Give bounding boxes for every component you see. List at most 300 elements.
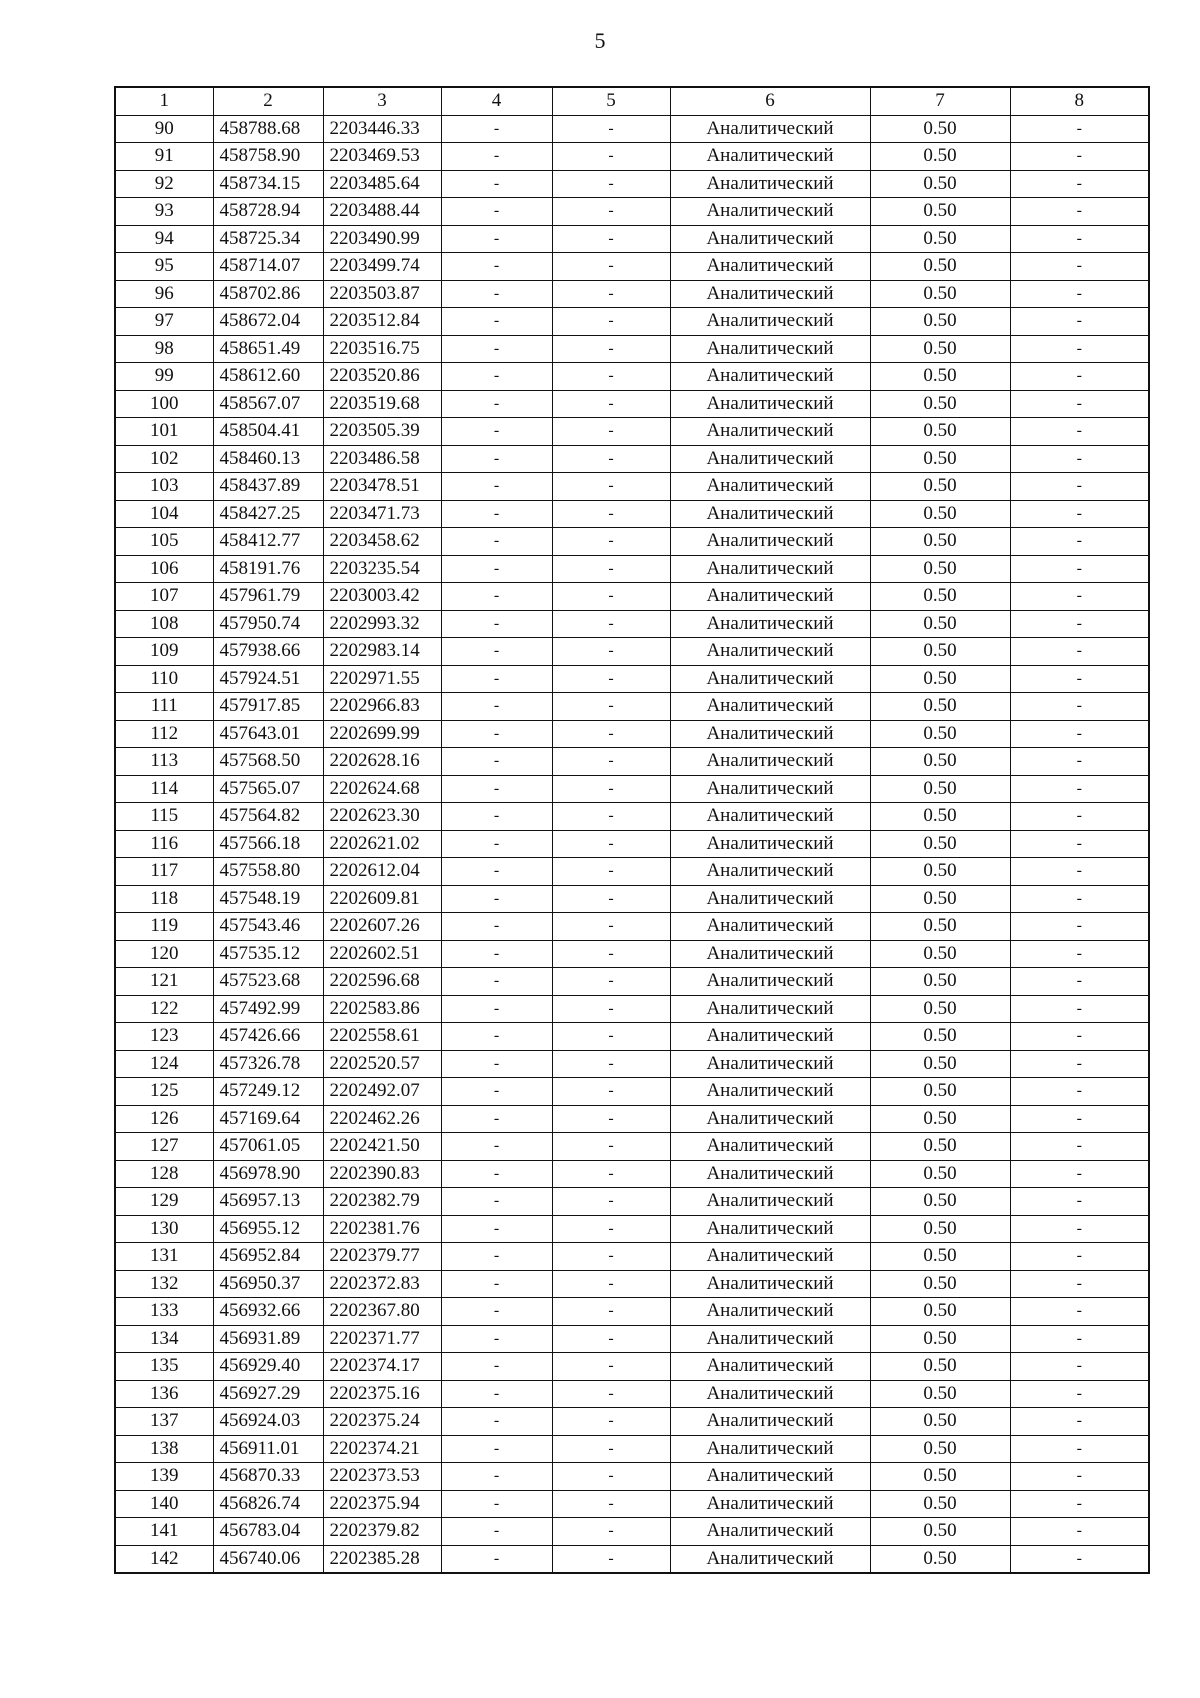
point-number-cell: 140 xyxy=(115,1490,213,1518)
column-8-cell: - xyxy=(1010,528,1149,556)
column-header-6: 6 xyxy=(670,87,870,115)
x-coordinate-cell: 457938.66 xyxy=(213,638,323,666)
x-coordinate-cell: 457535.12 xyxy=(213,940,323,968)
column-4-cell: - xyxy=(441,1325,552,1353)
point-number-cell: 114 xyxy=(115,775,213,803)
accuracy-cell: 0.50 xyxy=(870,748,1010,776)
column-4-cell: - xyxy=(441,1298,552,1326)
point-number-cell: 110 xyxy=(115,665,213,693)
column-4-cell: - xyxy=(441,143,552,171)
point-number-cell: 100 xyxy=(115,390,213,418)
table-row xyxy=(115,1325,1149,1353)
point-number-cell: 92 xyxy=(115,170,213,198)
point-number-cell: 109 xyxy=(115,638,213,666)
column-4-cell: - xyxy=(441,720,552,748)
point-number-cell: 125 xyxy=(115,1078,213,1106)
table-row xyxy=(115,1408,1149,1436)
column-4-cell: - xyxy=(441,665,552,693)
y-coordinate-cell: 2202596.68 xyxy=(323,968,441,996)
y-coordinate-cell: 2202374.21 xyxy=(323,1435,441,1463)
method-cell: Аналитический xyxy=(670,1078,870,1106)
column-8-cell: - xyxy=(1010,335,1149,363)
accuracy-cell: 0.50 xyxy=(870,225,1010,253)
method-cell: Аналитический xyxy=(670,638,870,666)
table-row xyxy=(115,473,1149,501)
point-number-cell: 139 xyxy=(115,1463,213,1491)
table-row xyxy=(115,1023,1149,1051)
column-8-cell: - xyxy=(1010,390,1149,418)
table-row xyxy=(115,1215,1149,1243)
point-number-cell: 118 xyxy=(115,885,213,913)
column-4-cell: - xyxy=(441,913,552,941)
y-coordinate-cell: 2202558.61 xyxy=(323,1023,441,1051)
point-number-cell: 105 xyxy=(115,528,213,556)
accuracy-cell: 0.50 xyxy=(870,995,1010,1023)
method-cell: Аналитический xyxy=(670,418,870,446)
column-8-cell: - xyxy=(1010,1050,1149,1078)
point-number-cell: 99 xyxy=(115,363,213,391)
column-header-1: 1 xyxy=(115,87,213,115)
y-coordinate-cell: 2202624.68 xyxy=(323,775,441,803)
table-row xyxy=(115,995,1149,1023)
column-4-cell: - xyxy=(441,830,552,858)
method-cell: Аналитический xyxy=(670,1160,870,1188)
column-4-cell: - xyxy=(441,940,552,968)
accuracy-cell: 0.50 xyxy=(870,418,1010,446)
point-number-cell: 93 xyxy=(115,198,213,226)
method-cell: Аналитический xyxy=(670,1298,870,1326)
accuracy-cell: 0.50 xyxy=(870,253,1010,281)
point-number-cell: 132 xyxy=(115,1270,213,1298)
method-cell: Аналитический xyxy=(670,748,870,776)
y-coordinate-cell: 2202367.80 xyxy=(323,1298,441,1326)
column-8-cell: - xyxy=(1010,913,1149,941)
point-number-cell: 94 xyxy=(115,225,213,253)
table-row xyxy=(115,555,1149,583)
column-5-cell: - xyxy=(552,1078,670,1106)
point-number-cell: 128 xyxy=(115,1160,213,1188)
accuracy-cell: 0.50 xyxy=(870,968,1010,996)
column-header-5: 5 xyxy=(552,87,670,115)
method-cell: Аналитический xyxy=(670,1215,870,1243)
column-4-cell: - xyxy=(441,583,552,611)
y-coordinate-cell: 2202381.76 xyxy=(323,1215,441,1243)
column-8-cell: - xyxy=(1010,748,1149,776)
y-coordinate-cell: 2202602.51 xyxy=(323,940,441,968)
column-5-cell: - xyxy=(552,1325,670,1353)
point-number-cell: 136 xyxy=(115,1380,213,1408)
method-cell: Аналитический xyxy=(670,1050,870,1078)
table-row xyxy=(115,638,1149,666)
column-8-cell: - xyxy=(1010,253,1149,281)
x-coordinate-cell: 458427.25 xyxy=(213,500,323,528)
column-8-cell: - xyxy=(1010,775,1149,803)
column-8-cell: - xyxy=(1010,1078,1149,1106)
y-coordinate-cell: 2202623.30 xyxy=(323,803,441,831)
method-cell: Аналитический xyxy=(670,143,870,171)
column-4-cell: - xyxy=(441,693,552,721)
y-coordinate-cell: 2203499.74 xyxy=(323,253,441,281)
column-5-cell: - xyxy=(552,693,670,721)
table-row xyxy=(115,803,1149,831)
point-number-cell: 129 xyxy=(115,1188,213,1216)
y-coordinate-cell: 2203503.87 xyxy=(323,280,441,308)
y-coordinate-cell: 2203520.86 xyxy=(323,363,441,391)
column-8-cell: - xyxy=(1010,418,1149,446)
method-cell: Аналитический xyxy=(670,1133,870,1161)
accuracy-cell: 0.50 xyxy=(870,1078,1010,1106)
table-row xyxy=(115,1380,1149,1408)
column-4-cell: - xyxy=(441,1545,552,1573)
accuracy-cell: 0.50 xyxy=(870,1325,1010,1353)
method-cell: Аналитический xyxy=(670,390,870,418)
x-coordinate-cell: 458651.49 xyxy=(213,335,323,363)
accuracy-cell: 0.50 xyxy=(870,638,1010,666)
table-row xyxy=(115,528,1149,556)
column-5-cell: - xyxy=(552,1463,670,1491)
point-number-cell: 101 xyxy=(115,418,213,446)
column-8-cell: - xyxy=(1010,308,1149,336)
accuracy-cell: 0.50 xyxy=(870,170,1010,198)
point-number-cell: 102 xyxy=(115,445,213,473)
table-row xyxy=(115,253,1149,281)
x-coordinate-cell: 457061.05 xyxy=(213,1133,323,1161)
point-number-cell: 121 xyxy=(115,968,213,996)
column-5-cell: - xyxy=(552,1160,670,1188)
column-4-cell: - xyxy=(441,1215,552,1243)
column-4-cell: - xyxy=(441,1160,552,1188)
table-row xyxy=(115,968,1149,996)
x-coordinate-cell: 456826.74 xyxy=(213,1490,323,1518)
column-8-cell: - xyxy=(1010,1408,1149,1436)
y-coordinate-cell: 2203490.99 xyxy=(323,225,441,253)
accuracy-cell: 0.50 xyxy=(870,1050,1010,1078)
column-5-cell: - xyxy=(552,1435,670,1463)
column-4-cell: - xyxy=(441,225,552,253)
method-cell: Аналитический xyxy=(670,1435,870,1463)
column-8-cell: - xyxy=(1010,1023,1149,1051)
column-4-cell: - xyxy=(441,1188,552,1216)
y-coordinate-cell: 2202699.99 xyxy=(323,720,441,748)
y-coordinate-cell: 2202609.81 xyxy=(323,885,441,913)
method-cell: Аналитический xyxy=(670,1188,870,1216)
table-row xyxy=(115,775,1149,803)
x-coordinate-cell: 456957.13 xyxy=(213,1188,323,1216)
x-coordinate-cell: 457924.51 xyxy=(213,665,323,693)
column-5-cell: - xyxy=(552,638,670,666)
column-4-cell: - xyxy=(441,445,552,473)
method-cell: Аналитический xyxy=(670,280,870,308)
column-4-cell: - xyxy=(441,1490,552,1518)
column-4-cell: - xyxy=(441,638,552,666)
y-coordinate-cell: 2203469.53 xyxy=(323,143,441,171)
point-number-cell: 137 xyxy=(115,1408,213,1436)
column-8-cell: - xyxy=(1010,665,1149,693)
column-5-cell: - xyxy=(552,335,670,363)
column-4-cell: - xyxy=(441,610,552,638)
x-coordinate-cell: 457566.18 xyxy=(213,830,323,858)
table-row xyxy=(115,363,1149,391)
column-4-cell: - xyxy=(441,1133,552,1161)
column-8-cell: - xyxy=(1010,858,1149,886)
y-coordinate-cell: 2202374.17 xyxy=(323,1353,441,1381)
accuracy-cell: 0.50 xyxy=(870,1243,1010,1271)
column-8-cell: - xyxy=(1010,143,1149,171)
column-8-cell: - xyxy=(1010,1490,1149,1518)
y-coordinate-cell: 2202628.16 xyxy=(323,748,441,776)
point-number-cell: 106 xyxy=(115,555,213,583)
accuracy-cell: 0.50 xyxy=(870,830,1010,858)
column-5-cell: - xyxy=(552,500,670,528)
column-8-cell: - xyxy=(1010,1105,1149,1133)
column-8-cell: - xyxy=(1010,1463,1149,1491)
table-row xyxy=(115,335,1149,363)
point-number-cell: 113 xyxy=(115,748,213,776)
column-5-cell: - xyxy=(552,610,670,638)
x-coordinate-cell: 456927.29 xyxy=(213,1380,323,1408)
point-number-cell: 124 xyxy=(115,1050,213,1078)
table-row xyxy=(115,610,1149,638)
method-cell: Аналитический xyxy=(670,1105,870,1133)
column-4-cell: - xyxy=(441,1105,552,1133)
table-row xyxy=(115,418,1149,446)
column-header-7: 7 xyxy=(870,87,1010,115)
method-cell: Аналитический xyxy=(670,885,870,913)
point-number-cell: 98 xyxy=(115,335,213,363)
column-4-cell: - xyxy=(441,775,552,803)
y-coordinate-cell: 2202520.57 xyxy=(323,1050,441,1078)
x-coordinate-cell: 458504.41 xyxy=(213,418,323,446)
table-row xyxy=(115,390,1149,418)
method-cell: Аналитический xyxy=(670,665,870,693)
x-coordinate-cell: 457543.46 xyxy=(213,913,323,941)
x-coordinate-cell: 458567.07 xyxy=(213,390,323,418)
point-number-cell: 96 xyxy=(115,280,213,308)
column-4-cell: - xyxy=(441,1050,552,1078)
column-5-cell: - xyxy=(552,390,670,418)
accuracy-cell: 0.50 xyxy=(870,803,1010,831)
point-number-cell: 126 xyxy=(115,1105,213,1133)
column-8-cell: - xyxy=(1010,968,1149,996)
method-cell: Аналитический xyxy=(670,528,870,556)
column-4-cell: - xyxy=(441,1408,552,1436)
column-4-cell: - xyxy=(441,170,552,198)
table-row xyxy=(115,1270,1149,1298)
column-4-cell: - xyxy=(441,390,552,418)
column-8-cell: - xyxy=(1010,830,1149,858)
method-cell: Аналитический xyxy=(670,445,870,473)
column-8-cell: - xyxy=(1010,445,1149,473)
column-4-cell: - xyxy=(441,748,552,776)
method-cell: Аналитический xyxy=(670,720,870,748)
x-coordinate-cell: 457426.66 xyxy=(213,1023,323,1051)
x-coordinate-cell: 457492.99 xyxy=(213,995,323,1023)
x-coordinate-cell: 457523.68 xyxy=(213,968,323,996)
method-cell: Аналитический xyxy=(670,803,870,831)
method-cell: Аналитический xyxy=(670,1243,870,1271)
point-number-cell: 108 xyxy=(115,610,213,638)
point-number-cell: 122 xyxy=(115,995,213,1023)
table-row xyxy=(115,1160,1149,1188)
accuracy-cell: 0.50 xyxy=(870,693,1010,721)
column-8-cell: - xyxy=(1010,1298,1149,1326)
x-coordinate-cell: 458612.60 xyxy=(213,363,323,391)
column-4-cell: - xyxy=(441,280,552,308)
point-number-cell: 115 xyxy=(115,803,213,831)
accuracy-cell: 0.50 xyxy=(870,280,1010,308)
column-4-cell: - xyxy=(441,858,552,886)
method-cell: Аналитический xyxy=(670,335,870,363)
column-5-cell: - xyxy=(552,143,670,171)
y-coordinate-cell: 2202385.28 xyxy=(323,1545,441,1573)
column-8-cell: - xyxy=(1010,803,1149,831)
y-coordinate-cell: 2202462.26 xyxy=(323,1105,441,1133)
column-header-8: 8 xyxy=(1010,87,1149,115)
y-coordinate-cell: 2202966.83 xyxy=(323,693,441,721)
column-4-cell: - xyxy=(441,885,552,913)
table-row xyxy=(115,858,1149,886)
method-cell: Аналитический xyxy=(670,198,870,226)
table-row xyxy=(115,1133,1149,1161)
accuracy-cell: 0.50 xyxy=(870,1023,1010,1051)
method-cell: Аналитический xyxy=(670,858,870,886)
accuracy-cell: 0.50 xyxy=(870,775,1010,803)
accuracy-cell: 0.50 xyxy=(870,720,1010,748)
table-row xyxy=(115,583,1149,611)
column-4-cell: - xyxy=(441,968,552,996)
column-4-cell: - xyxy=(441,253,552,281)
point-number-cell: 123 xyxy=(115,1023,213,1051)
column-5-cell: - xyxy=(552,473,670,501)
y-coordinate-cell: 2203458.62 xyxy=(323,528,441,556)
accuracy-cell: 0.50 xyxy=(870,308,1010,336)
table-row xyxy=(115,720,1149,748)
table-row xyxy=(115,1353,1149,1381)
y-coordinate-cell: 2202621.02 xyxy=(323,830,441,858)
x-coordinate-cell: 457249.12 xyxy=(213,1078,323,1106)
column-header-3: 3 xyxy=(323,87,441,115)
column-4-cell: - xyxy=(441,308,552,336)
table-row xyxy=(115,913,1149,941)
method-cell: Аналитический xyxy=(670,473,870,501)
accuracy-cell: 0.50 xyxy=(870,1160,1010,1188)
x-coordinate-cell: 458734.15 xyxy=(213,170,323,198)
column-8-cell: - xyxy=(1010,198,1149,226)
x-coordinate-cell: 457568.50 xyxy=(213,748,323,776)
y-coordinate-cell: 2203505.39 xyxy=(323,418,441,446)
x-coordinate-cell: 458728.94 xyxy=(213,198,323,226)
accuracy-cell: 0.50 xyxy=(870,1215,1010,1243)
x-coordinate-cell: 458437.89 xyxy=(213,473,323,501)
accuracy-cell: 0.50 xyxy=(870,335,1010,363)
column-header-4: 4 xyxy=(441,87,552,115)
column-5-cell: - xyxy=(552,830,670,858)
column-5-cell: - xyxy=(552,280,670,308)
y-coordinate-cell: 2203446.33 xyxy=(323,115,441,143)
column-5-cell: - xyxy=(552,748,670,776)
column-4-cell: - xyxy=(441,363,552,391)
accuracy-cell: 0.50 xyxy=(870,885,1010,913)
method-cell: Аналитический xyxy=(670,940,870,968)
method-cell: Аналитический xyxy=(670,1518,870,1546)
method-cell: Аналитический xyxy=(670,1270,870,1298)
column-8-cell: - xyxy=(1010,885,1149,913)
column-5-cell: - xyxy=(552,858,670,886)
column-5-cell: - xyxy=(552,115,670,143)
column-5-cell: - xyxy=(552,170,670,198)
column-8-cell: - xyxy=(1010,473,1149,501)
column-5-cell: - xyxy=(552,1215,670,1243)
y-coordinate-cell: 2203003.42 xyxy=(323,583,441,611)
column-8-cell: - xyxy=(1010,555,1149,583)
y-coordinate-cell: 2202983.14 xyxy=(323,638,441,666)
x-coordinate-cell: 456978.90 xyxy=(213,1160,323,1188)
method-cell: Аналитический xyxy=(670,1545,870,1573)
column-5-cell: - xyxy=(552,665,670,693)
y-coordinate-cell: 2203488.44 xyxy=(323,198,441,226)
accuracy-cell: 0.50 xyxy=(870,1188,1010,1216)
point-number-cell: 135 xyxy=(115,1353,213,1381)
accuracy-cell: 0.50 xyxy=(870,500,1010,528)
accuracy-cell: 0.50 xyxy=(870,555,1010,583)
accuracy-cell: 0.50 xyxy=(870,1408,1010,1436)
point-number-cell: 103 xyxy=(115,473,213,501)
method-cell: Аналитический xyxy=(670,253,870,281)
column-4-cell: - xyxy=(441,1023,552,1051)
y-coordinate-cell: 2202612.04 xyxy=(323,858,441,886)
y-coordinate-cell: 2202583.86 xyxy=(323,995,441,1023)
table-row xyxy=(115,1243,1149,1271)
column-5-cell: - xyxy=(552,1133,670,1161)
accuracy-cell: 0.50 xyxy=(870,940,1010,968)
column-8-cell: - xyxy=(1010,693,1149,721)
table-body xyxy=(115,115,1149,1573)
x-coordinate-cell: 458191.76 xyxy=(213,555,323,583)
x-coordinate-cell: 458758.90 xyxy=(213,143,323,171)
method-cell: Аналитический xyxy=(670,555,870,583)
column-5-cell: - xyxy=(552,1545,670,1573)
column-4-cell: - xyxy=(441,1270,552,1298)
x-coordinate-cell: 456932.66 xyxy=(213,1298,323,1326)
column-4-cell: - xyxy=(441,555,552,583)
table-row xyxy=(115,885,1149,913)
column-4-cell: - xyxy=(441,500,552,528)
table-row xyxy=(115,693,1149,721)
column-8-cell: - xyxy=(1010,115,1149,143)
y-coordinate-cell: 2202375.16 xyxy=(323,1380,441,1408)
method-cell: Аналитический xyxy=(670,995,870,1023)
column-4-cell: - xyxy=(441,1518,552,1546)
accuracy-cell: 0.50 xyxy=(870,528,1010,556)
table-row xyxy=(115,225,1149,253)
accuracy-cell: 0.50 xyxy=(870,143,1010,171)
column-8-cell: - xyxy=(1010,720,1149,748)
method-cell: Аналитический xyxy=(670,363,870,391)
x-coordinate-cell: 456929.40 xyxy=(213,1353,323,1381)
table-row xyxy=(115,1050,1149,1078)
column-5-cell: - xyxy=(552,528,670,556)
y-coordinate-cell: 2203512.84 xyxy=(323,308,441,336)
y-coordinate-cell: 2202371.77 xyxy=(323,1325,441,1353)
column-5-cell: - xyxy=(552,225,670,253)
point-number-cell: 142 xyxy=(115,1545,213,1573)
y-coordinate-cell: 2202373.53 xyxy=(323,1463,441,1491)
table-row xyxy=(115,748,1149,776)
x-coordinate-cell: 456931.89 xyxy=(213,1325,323,1353)
y-coordinate-cell: 2202375.24 xyxy=(323,1408,441,1436)
column-8-cell: - xyxy=(1010,1243,1149,1271)
point-number-cell: 104 xyxy=(115,500,213,528)
